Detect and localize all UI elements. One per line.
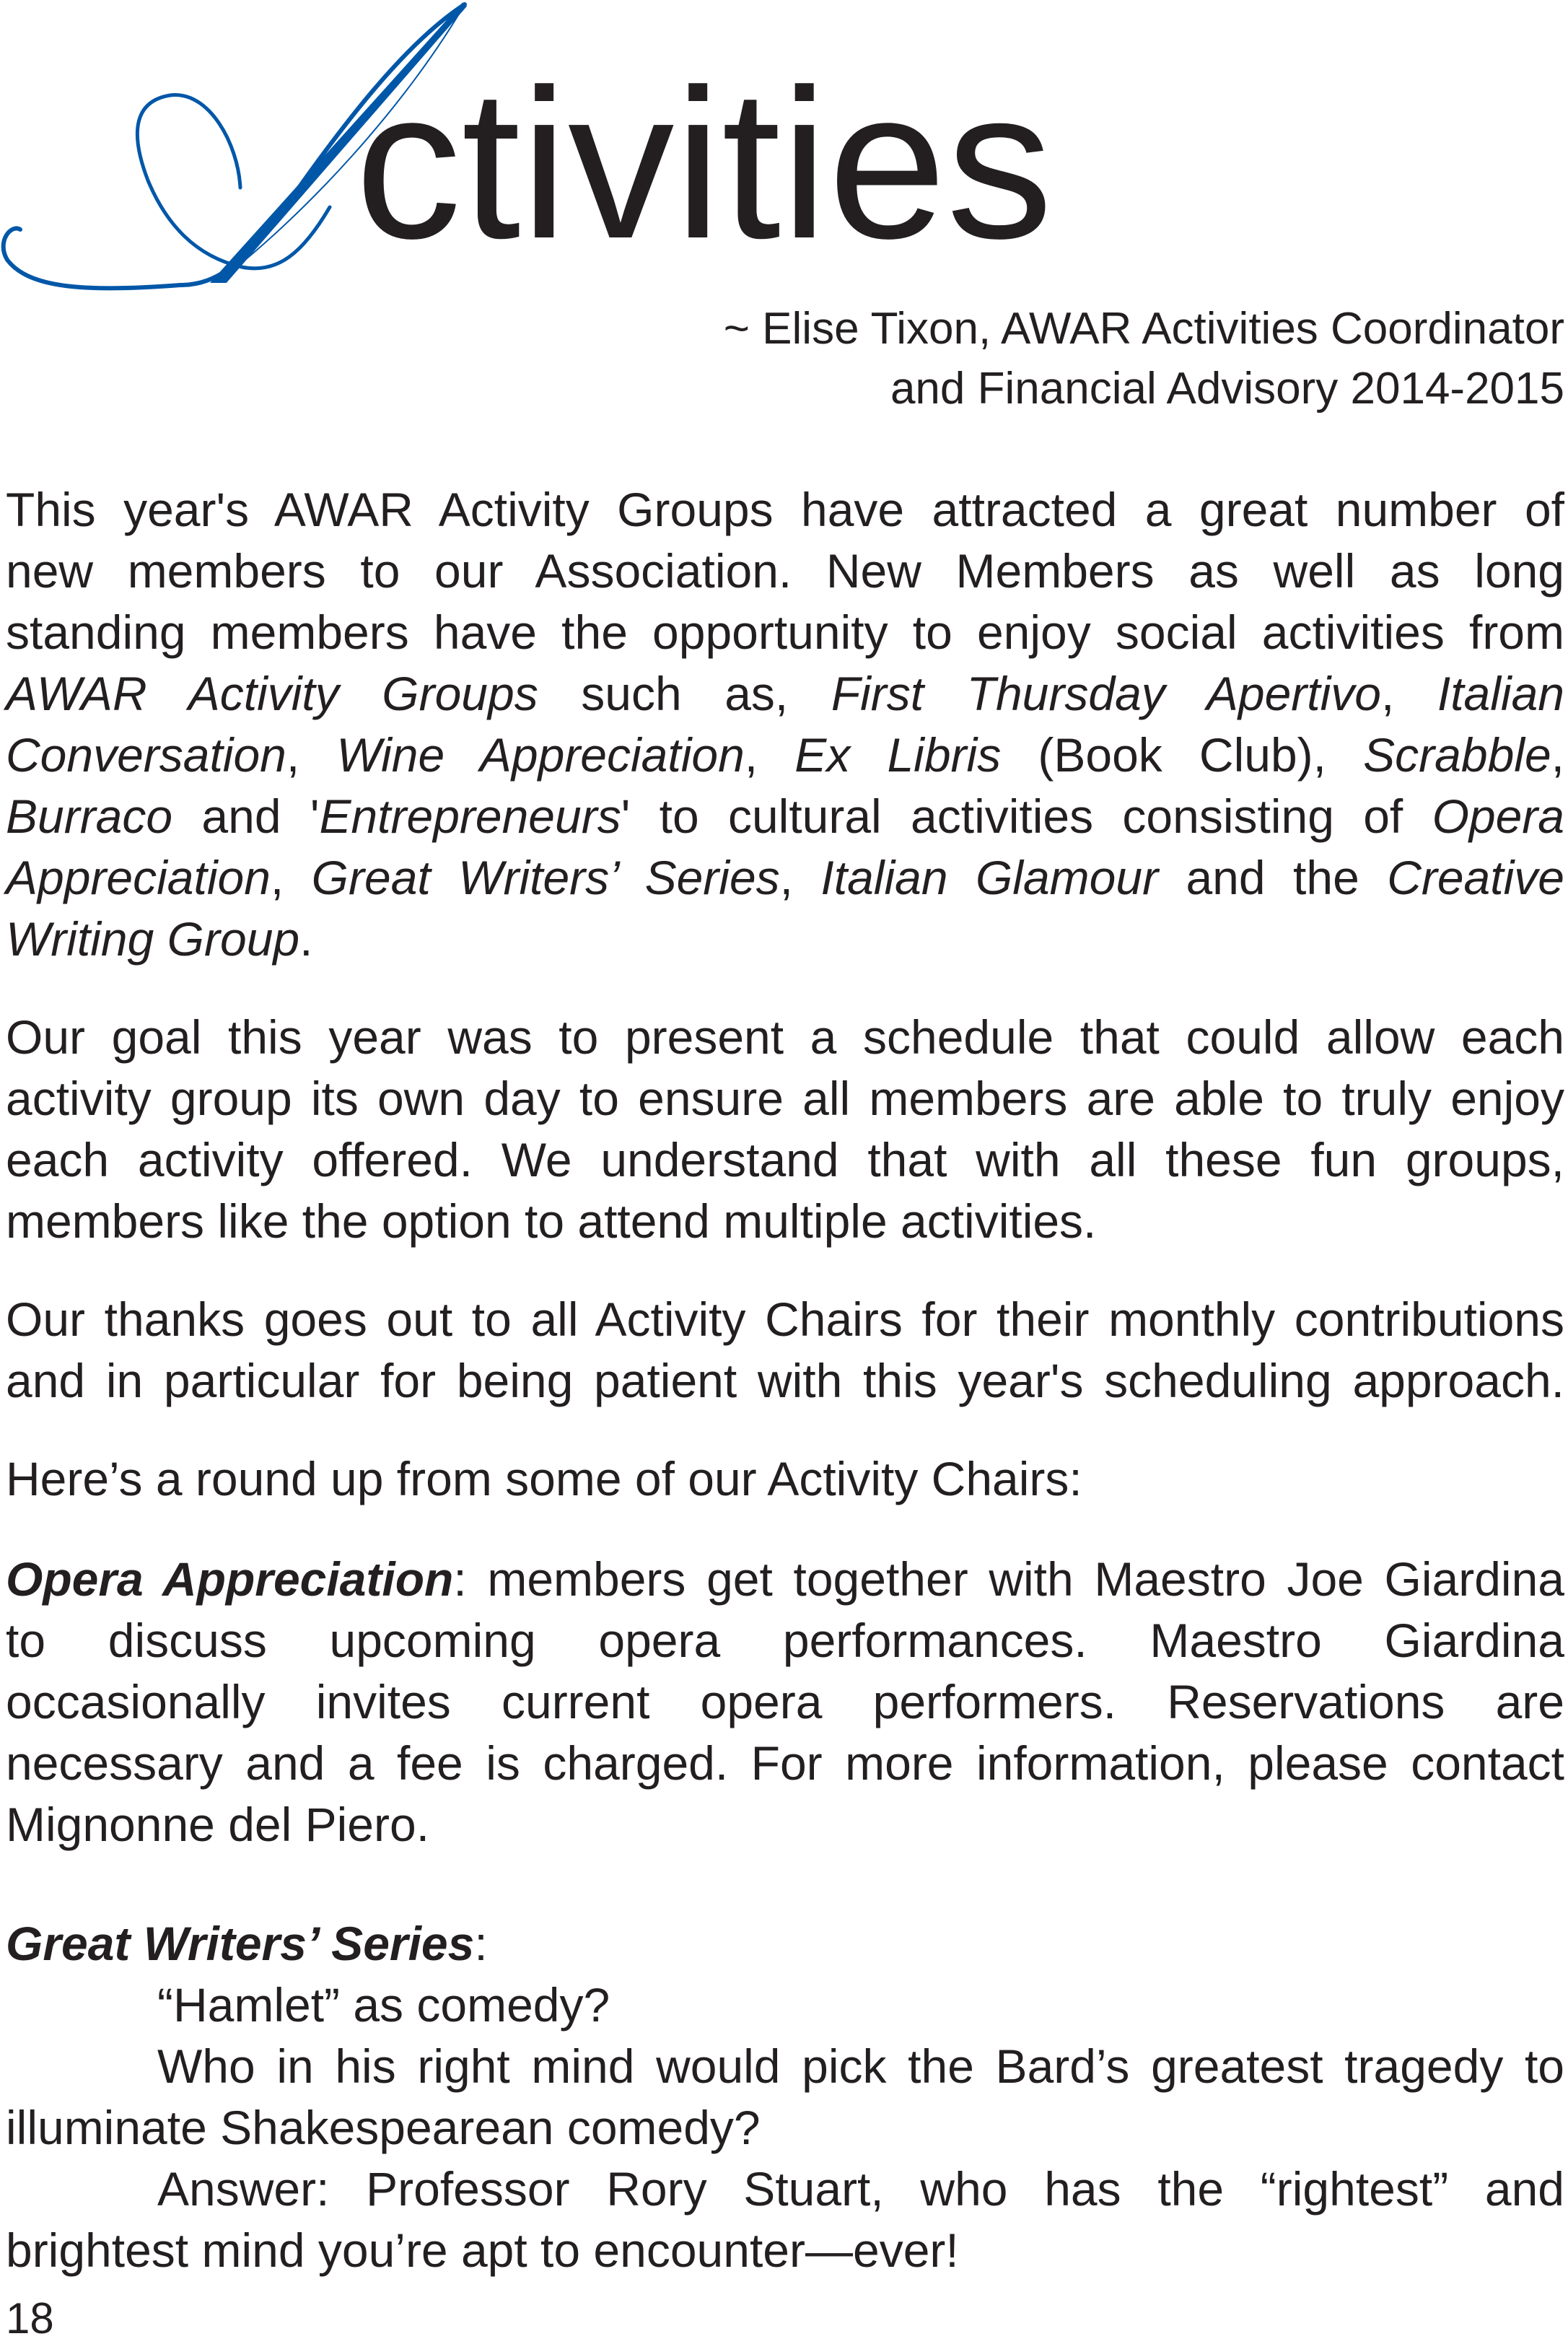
text-line: [6, 1913, 1564, 1975]
paragraph-great-writers-series: [6, 1913, 1564, 2281]
text-run: (Book Club),: [1001, 728, 1364, 782]
attribution-line-1: ~ Elise Tixon, AWAR Activities Coordinator: [723, 304, 1564, 354]
text-line: [6, 2036, 1564, 2097]
emphasized-text: Entrepreneurs: [319, 790, 621, 843]
text-run: new members to our Association. New Members as well as long: [6, 544, 1564, 598]
emphasized-text: Opera Appreciation: [6, 1552, 454, 1606]
emphasized-text: Opera: [1432, 790, 1564, 843]
text-line: [6, 1068, 1564, 1129]
page-title: [0, 0, 1082, 296]
text-run: Here’s a round up from some of our Activity Chairs:: [6, 1452, 1082, 1505]
text-run: : members get together with Maestro Joe Giardina: [453, 1552, 1564, 1606]
text-run: standing members have the opportunity to enjoy social activities from: [6, 605, 1564, 659]
text-line: [6, 2159, 1564, 2220]
text-line: [6, 1289, 1564, 1350]
text-run: “Hamlet” as comedy?: [157, 1978, 610, 2032]
paragraph-round-up-intro: [6, 1448, 1564, 1510]
text-line: [6, 2220, 1564, 2281]
text-run: Who in his right mind would pick the Bard’s greatest tragedy to: [157, 2039, 1564, 2093]
text-run: each activity offered. We understand that with all these fun groups,: [6, 1133, 1564, 1186]
text-run: This year's AWAR Activity Groups have attracted a great number of: [6, 483, 1564, 536]
text-run: activity group its own day to ensure all members are able to truly enjoy: [6, 1072, 1564, 1125]
paragraph-schedule-goal: [6, 1007, 1564, 1252]
text-run: ,: [1551, 728, 1564, 782]
text-line: [6, 1129, 1564, 1191]
text-run: to discuss upcoming opera performances. Maestro Giardina: [6, 1614, 1564, 1667]
emphasized-text: Conversation: [6, 728, 286, 782]
text-run: Our goal this year was to present a schedule that could allow each: [6, 1010, 1564, 1064]
text-line: [6, 1549, 1564, 1610]
text-line: [6, 1975, 1564, 2036]
text-line: [6, 1671, 1564, 1733]
text-line: [6, 2097, 1564, 2159]
emphasized-text: Italian Glamour: [820, 851, 1159, 904]
emphasized-text: Writing Group: [6, 912, 300, 966]
text-run: ,: [744, 728, 795, 782]
text-line: [6, 1191, 1564, 1252]
text-run: Our thanks goes out to all Activity Chairs for their monthly contributions: [6, 1293, 1564, 1346]
emphasized-text: Great Writers’ Series: [6, 1917, 475, 1970]
text-run: such as,: [538, 667, 831, 720]
text-run: and ': [172, 790, 320, 843]
text-line: [6, 847, 1564, 909]
text-run: :: [474, 1917, 488, 1970]
text-run: ' to cultural activities consisting of: [621, 790, 1432, 843]
text-run: illuminate Shakespearean comedy?: [6, 2101, 761, 2154]
attribution-line-2: and Financial Advisory 2014-2015: [890, 364, 1564, 414]
text-run: members like the option to attend multiple activities.: [6, 1194, 1097, 1248]
text-line: [6, 1794, 1564, 1855]
paragraph-opera-appreciation: [6, 1549, 1564, 1855]
text-line: [6, 1448, 1564, 1510]
emphasized-text: Great Writers’ Series: [311, 851, 780, 904]
text-run: necessary and a fee is charged. For more information, please contact: [6, 1736, 1564, 1790]
text-run: Answer: Professor Rory Stuart, who has the “rightest” and: [157, 2162, 1564, 2216]
text-line: [6, 1610, 1564, 1671]
text-run: .: [299, 912, 313, 966]
text-line: [6, 541, 1564, 602]
text-line: [6, 786, 1564, 847]
text-run: brightest mind you’re apt to encounter—ever!: [6, 2223, 959, 2277]
text-run: ,: [286, 728, 337, 782]
emphasized-text: Italian: [1437, 667, 1564, 720]
emphasized-text: AWAR Activity Groups: [6, 667, 538, 720]
emphasized-text: Ex Libris: [794, 728, 1002, 782]
emphasized-text: Appreciation: [6, 851, 271, 904]
paragraph-activity-groups: [6, 479, 1564, 970]
text-line: [6, 602, 1564, 663]
text-run: ,: [1380, 667, 1437, 720]
text-run: occasionally invites current opera performers. Reservations are: [6, 1675, 1564, 1728]
text-line: [6, 725, 1564, 786]
title-text: ctivities: [355, 45, 1054, 283]
text-line: [6, 1350, 1564, 1412]
text-line: [6, 663, 1564, 725]
emphasized-text: Scrabble: [1363, 728, 1551, 782]
text-line: [6, 1733, 1564, 1794]
emphasized-text: Burraco: [6, 790, 173, 843]
text-line: [6, 479, 1564, 541]
emphasized-text: Creative: [1387, 851, 1564, 904]
paragraph-thanks: [6, 1289, 1564, 1412]
text-run: Mignonne del Piero.: [6, 1798, 430, 1851]
text-line: [6, 1007, 1564, 1068]
emphasized-text: Wine Appreciation: [336, 728, 745, 782]
text-run: and the: [1158, 851, 1388, 904]
text-run: ,: [270, 851, 312, 904]
text-run: ,: [779, 851, 821, 904]
text-run: and in particular for being patient with this year's scheduling approach.: [6, 1354, 1564, 1407]
text-line: [6, 909, 1564, 970]
emphasized-text: First Thursday Apertivo: [831, 667, 1381, 720]
page-number: 18: [6, 2294, 54, 2343]
